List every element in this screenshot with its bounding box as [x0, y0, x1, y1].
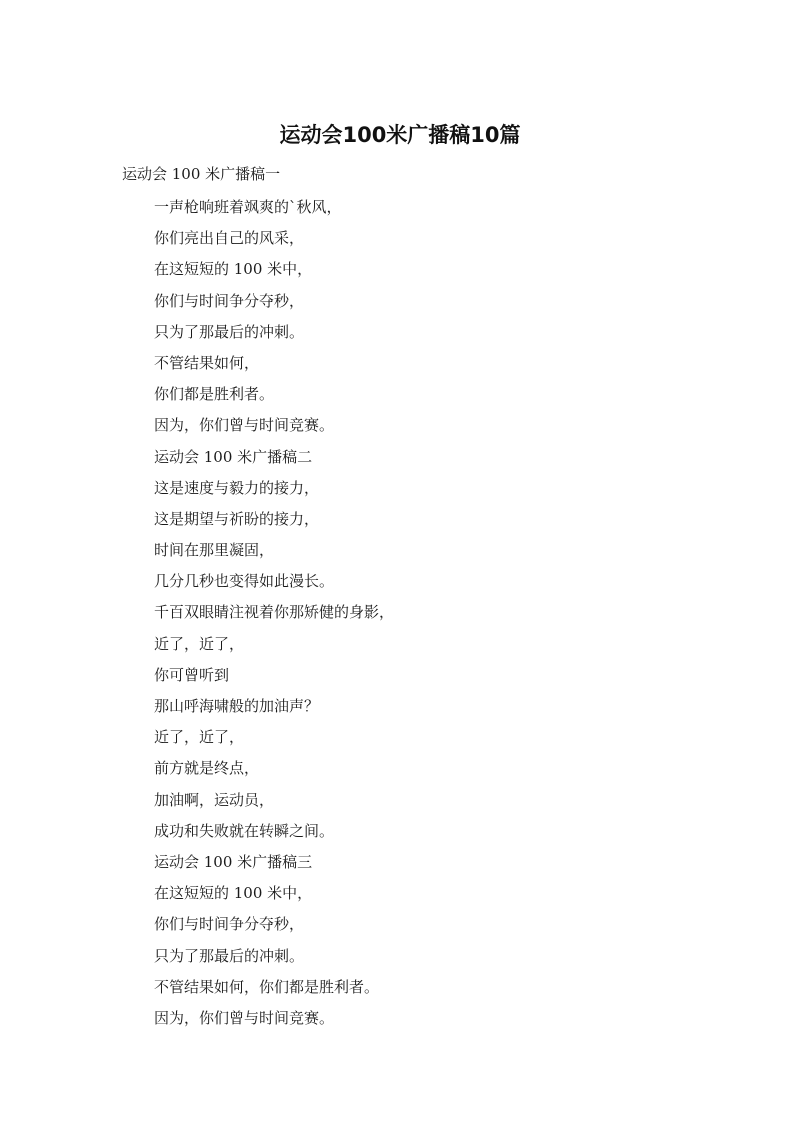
document-title: 运动会100米广播稿10篇 — [279, 123, 521, 147]
text-line: 那山呼海啸般的加油声？ — [154, 697, 320, 715]
text-line: 你们亮出自己的风采， — [154, 229, 305, 248]
text-line: 在这短短的 100 米中， — [154, 884, 313, 903]
text-line: 不管结果如何，你们都是胜利者。 — [154, 977, 380, 996]
text-line: 加油啊，运动员， — [154, 790, 275, 809]
text-line: 成功和失败就在转瞬之间。 — [154, 821, 335, 840]
text-line: 只为了那最后的冲刺。 — [154, 322, 305, 341]
text-line: 这是期望与祈盼的接力， — [154, 509, 320, 528]
text-line: 一声枪响班着飒爽的`秋风， — [154, 198, 342, 216]
text-line: 你们都是胜利者。 — [154, 385, 275, 404]
text-line: 你们与时间争分夺秒， — [154, 915, 305, 934]
text-line: 近了，近了， — [154, 728, 245, 747]
text-line: 时间在那里凝固， — [154, 541, 275, 560]
text-line: 只为了那最后的冲刺。 — [154, 946, 305, 965]
text-line: 近了，近了， — [154, 634, 245, 653]
text-line: 前方就是终点， — [154, 759, 260, 778]
text-line: 这是速度与毅力的接力， — [154, 478, 320, 497]
text-line: 因为，你们曾与时间竞赛。 — [154, 416, 335, 435]
text-line: 几分几秒也变得如此漫长。 — [154, 572, 335, 591]
text-line: 千百双眼睛注视着你那矫健的身影， — [154, 603, 395, 622]
text-line: 你们与时间争分夺秒， — [154, 291, 305, 310]
text-line: 在这短短的 100 米中， — [154, 260, 313, 279]
text-line: 运动会 100 米广播稿三 — [154, 852, 313, 871]
text-lines — [154, 192, 394, 1034]
text-line: 因为，你们曾与时间竞赛。 — [154, 1008, 335, 1027]
text-line: 你可曾听到 — [154, 665, 230, 684]
text-line: 运动会 100 米广播稿二 — [154, 447, 313, 466]
section-heading: 运动会 100 米广播稿一 — [122, 165, 281, 183]
text-line: 不管结果如何， — [154, 353, 260, 372]
